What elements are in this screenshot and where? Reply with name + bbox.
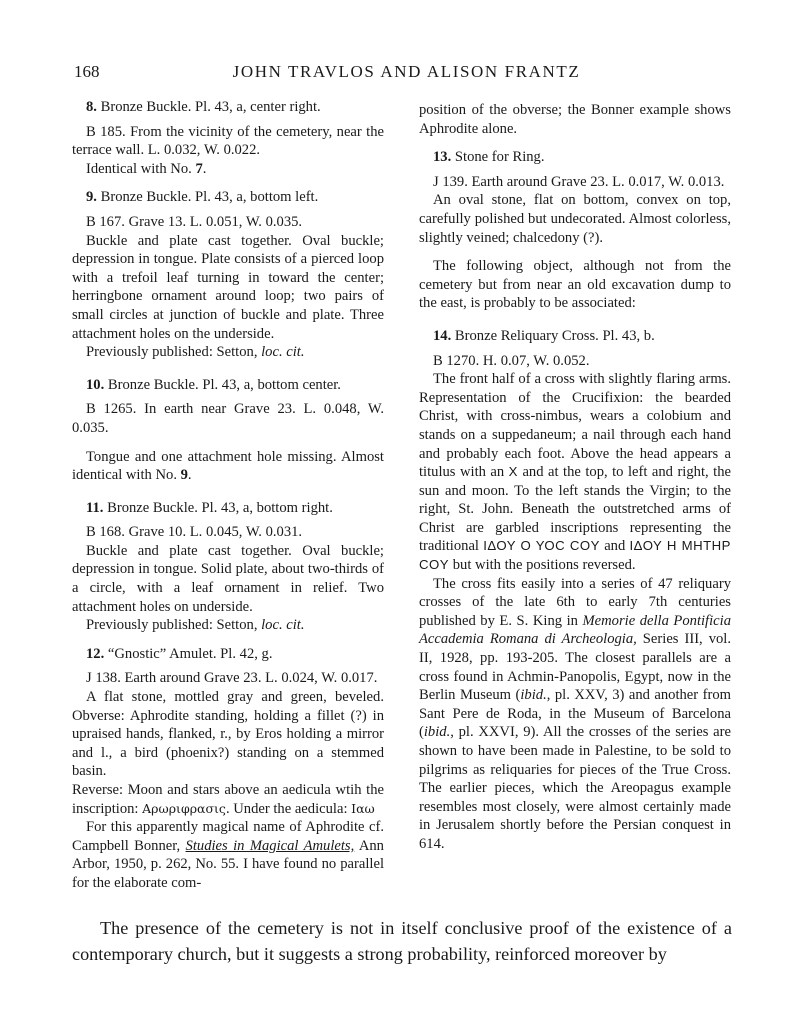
body-text-footer: The presence of the cemetery is not in itself conclusive proof of the existence of a contemporary church, but it suggests a strong probability, reinforced moreover by: [72, 918, 732, 964]
entry-10-title: 10. Bronze Buckle. Pl. 43, a, bottom center.: [86, 376, 341, 393]
entry-12-commentary: For this apparently magical name of Aphrodite cf. Campbell Bonner, Studies in Magical Amulets, Ann Arbor, 1950, p. 262, No. 55. I have found no parallel for the elaborate com-: [72, 819, 384, 891]
entry-8-title: 8. Bronze Buckle. Pl. 43, a, center right.: [86, 99, 321, 115]
entry-11-reference: Previously published: Setton, loc. cit.: [86, 617, 305, 634]
associated-object-note: The following object, although not from the cemetery but from near an old excavation dump to the east, is probably to be associated:: [419, 258, 731, 312]
entry-8-catalog: B 185. From the vicinity of the cemetery, near the terrace wall. L. 0.032, W. 0.022.: [72, 123, 384, 159]
inscription-2: ΙΔΟΥ Η ΜΗΤΗΡ COY: [419, 538, 731, 573]
entry-13-description: An oval stone, flat on bottom, convex on top, carefully polished but undecorated. Almost colorless, slightly veined; chalcedony (?).: [419, 192, 731, 246]
entry-12-catalog: J 138. Earth around Grave 23. L. 0.024, W. 0.017.: [86, 670, 378, 687]
entry-14-catalog: B 1270. H. 0.07, W. 0.052.: [433, 352, 590, 369]
page-header: [74, 62, 739, 86]
entry-14-parallels: The cross fits easily into a series of 47 reliquary crosses of the late 6th to early 7th centuries published by E. S. King in Memorie della Pontificia Accademia Romana di Archeologia, Series III, vol. II, 1928, pp. 193-205. The closest parallels are a cross found in Achmin-Panopolis, Egypt, now in the Berlin Museum (ibid., pl. XXV, 3) and another from Sant Pere de Roda, in the Museum of Barcelona (ibid., pl. XXVI, 9). All the crosses of the series are shown to have been made in Palestine, to be sold to pilgrims as reliquaries for pieces of the True Cross. The earlier pieces, which the Areopagus example resembles most closely, were almost certainly made in Jerusalem shortly before the Persian conquest in 614.: [419, 575, 731, 852]
continuation-text: position of the obverse; the Bonner example shows Aphrodite alone.: [419, 102, 731, 137]
entry-8-description: Identical with No. 7.: [86, 160, 207, 177]
running-title: JOHN TRAVLOS AND ALISON FRANTZ: [232, 62, 581, 81]
entry-9-title: 9. Bronze Buckle. Pl. 43, a, bottom left.: [86, 189, 319, 206]
entry-12-title: 12. “Gnostic” Amulet. Pl. 42, g.: [86, 645, 273, 662]
entry-14-title: 14. Bronze Reliquary Cross. Pl. 43, b.: [433, 327, 655, 344]
inscription-1: ΙΔΟΥ Ο ΥΟC COY: [483, 538, 600, 554]
entry-9-description: Buckle and plate cast together. Oval buckle; depression in tongue. Plate consists of a pierced loop with a trefoil leaf turning in toward the center; herringbone ornament around loop; two pairs of small circles at junction of buckle and plate. Three attachment holes on the underside.: [72, 232, 384, 342]
entry-13-title: 13. Stone for Ring.: [433, 149, 545, 166]
entry-13-catalog: J 139. Earth around Grave 23. L. 0.017, W. 0.013.: [433, 173, 725, 190]
entry-12-reverse: Reverse: Moon and stars above an aedicula wtih the inscription: Αρωριφρασις. Under the aedicula: Ιαω: [72, 782, 384, 817]
left-column: [72, 98, 384, 893]
entry-9-reference: Previously published: Setton, loc. cit.: [86, 344, 305, 361]
entry-11-description: Buckle and plate cast together. Oval buckle; depression in tongue. Solid plate, about two-thirds of a circle, with a leaf ornament in relief. Two attachment holes on underside.: [72, 542, 384, 615]
entry-10-catalog: B 1265. In earth near Grave 23. L. 0.048, W. 0.035.: [72, 401, 384, 436]
entry-12-obverse: A flat stone, mottled gray and green, beveled. Obverse: Aphrodite standing, holding a fillet (?) in upraised hands, flanked, r., by Eros holding a mirror and l., a bird (phoenix?) standing on a stemmed basin.: [72, 689, 384, 780]
page-number: 168: [74, 62, 100, 81]
entry-11-title: 11. Bronze Buckle. Pl. 43, a, bottom right.: [86, 499, 333, 516]
right-column: [419, 101, 731, 854]
entry-10-description: Tongue and one attachment hole missing. Almost identical with No. 9.: [72, 448, 384, 484]
entry-9-catalog: B 167. Grave 13. L. 0.051, W. 0.035.: [86, 213, 303, 230]
entry-11-catalog: B 168. Grave 10. L. 0.045, W. 0.031.: [86, 524, 303, 541]
entry-14-description: The front half of a cross with slightly flaring arms. Representation of the Crucifixion: the bearded Christ, with cross-nimbus, wears a colobium and stands on a suppedaneum; a nail through each hand and probably each foot. Above the head appears a titulus with an X and at the top, to left and right, the sun and moon. To the left stands the Virgin; to the right, St. John. Beneath the outstretched arms of Christ are garbled inscriptions representing the traditional ΙΔΟΥ Ο ΥΟC COY and ΙΔΟΥ Η ΜΗΤΗΡ COY but with the positions reversed.: [419, 371, 731, 574]
